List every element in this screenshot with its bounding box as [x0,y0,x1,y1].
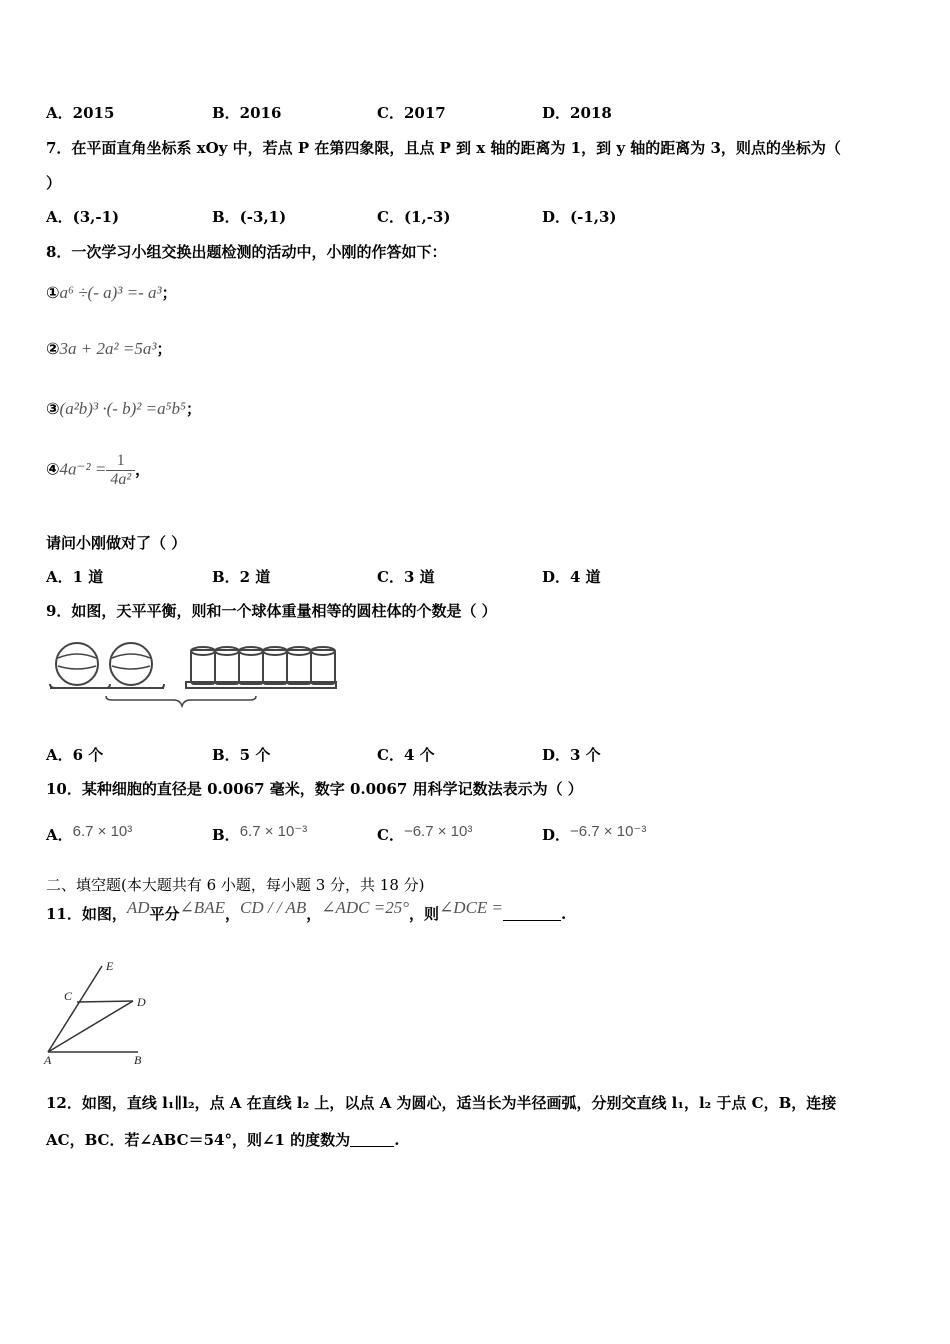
q11-comma-1: ， [224,905,240,923]
q11-ad: AD [126,898,150,917]
q11-label-d: D [137,995,146,1009]
q8-item-2-expr: 3a + 2a² =5a³ [59,339,157,358]
q12-question-line-1: 12．如图，直线 l₁∥l₂，点 A 在直线 l₂ 上，以点 A 为圆心，适当长为半径画弧，分别交直线 l₁，l₂ 于点 C，B，连接 [46,1094,837,1112]
q7-question-cont: ） [46,174,62,192]
q8-question: 8．一次学习小组交换出题检测的活动中，小刚的作答如下： [46,243,447,261]
q10-question: 10．某种细胞的直径是 0.0067 毫米，数字 0.0067 用科学记数法表示为（ ） [46,780,583,798]
q6-option-c: C．2017 [377,104,446,122]
q11-angle-adc: ∠ADC =25° [321,898,410,917]
q11-bisect: 平分 [149,905,180,923]
cylinders [191,647,335,684]
q10-option-b-value: 6.7 × 10⁻³ [239,823,308,840]
q11-answer-blank [503,906,561,921]
q7-option-d: D．(-1,3) [542,208,617,226]
q10-option-a [46,820,133,844]
q12-answer-blank [350,1132,394,1147]
q8-item-2-num: ② [46,339,60,358]
q11-prefix: 11．如图， [46,905,127,923]
q10-option-d [542,820,647,844]
q10-option-c-value: −6.7 × 10³ [403,823,473,840]
q6-option-a: A．2015 [46,104,115,122]
q12-question-line-2 [46,1129,399,1150]
q8-item-4 [46,452,150,489]
q11-comma-2: ， [306,905,322,923]
q9-option-a: A．6 个 [46,746,104,764]
q7-question: 7．在平面直角坐标系 xOy 中，若点 P 在第四象限，且点 P 到 x 轴的距离为 1，到 y 轴的距离为 3，则点的坐标为（ [46,139,841,157]
q8-item-2 [46,338,171,359]
q7-option-c: C．(1,-3) [377,208,451,226]
q11-label-a: A [44,1053,52,1067]
q7-option-a: A．(3,-1) [46,208,120,226]
q8-option-c: C．3 道 [377,568,435,586]
q11-angle-dce: ∠DCE = [439,898,504,917]
q11-label-e: E [106,959,114,973]
q6-option-d: D．2018 [542,104,612,122]
q9-option-d: D．3 个 [542,746,601,764]
q12-line-2-text: AC，BC．若∠ABC＝54°，则∠1 的度数为 [46,1131,351,1149]
q8-item-4-frac-den: 4a² [110,471,132,488]
q8-option-b: B．2 道 [212,568,271,586]
q8-item-4-num: ④ [46,459,60,479]
q9-option-b: B．5 个 [212,746,271,764]
q12-line-2-end: . [394,1131,400,1149]
q8-item-1-num: ① [46,283,60,302]
q8-item-3-num: ③ [46,399,60,418]
q11-end: . [561,905,567,923]
sphere-2 [110,643,152,685]
q8-item-2-end: ； [156,340,172,358]
q10-option-d-value: −6.7 × 10⁻³ [570,823,647,840]
q6-option-b: B．2016 [212,104,282,122]
q8-item-4-end: ， [135,460,151,479]
section-2-title: 二、填空题(本大题共有 6 小题，每小题 3 分，共 18 分) [46,876,425,894]
q8-item-1 [46,282,177,303]
q10-option-b-label: B． [212,826,240,844]
q10-option-a-label: A． [46,826,73,844]
q9-question: 9．如图，天平平衡，则和一个球体重量相等的圆柱体的个数是（ ） [46,602,497,620]
q11-then: ，则 [409,905,440,923]
q10-option-d-label: D． [542,826,571,844]
q10-option-b [212,820,308,844]
q10-option-c [377,820,473,844]
sphere-1 [56,643,98,685]
q11-angle-bae: ∠BAE [179,898,225,917]
q10-option-c-label: C． [377,826,404,844]
q8-prompt: 请问小刚做对了（ ） [46,534,187,552]
q11-parallel: CD / / AB [239,898,307,917]
q10-option-a-value: 6.7 × 10³ [72,823,133,840]
q8-item-1-expr: a⁶ ÷(- a)³ =- a³ [59,283,162,302]
q11-label-b: B [134,1053,142,1067]
q7-option-b: B．(-3,1) [212,208,287,226]
q8-item-4-lhs: 4a⁻² = [59,459,107,479]
q8-item-4-frac-num: 1 [106,452,135,471]
q8-option-d: D．4 道 [542,568,601,586]
q8-item-3-end: ； [185,400,201,418]
q8-item-1-end: ； [161,284,177,302]
q9-option-c: C．4 个 [377,746,435,764]
balance-figure [46,636,346,708]
q8-item-4-fraction [106,452,135,489]
q8-item-3 [46,398,201,419]
q8-item-3-expr: (a²b)³ ·(- b)² =a⁵b⁵ [59,399,186,418]
q8-option-a: A．1 道 [46,568,104,586]
q11-label-c: C [64,989,73,1003]
q11-question [46,898,567,924]
q11-figure [40,960,170,1068]
